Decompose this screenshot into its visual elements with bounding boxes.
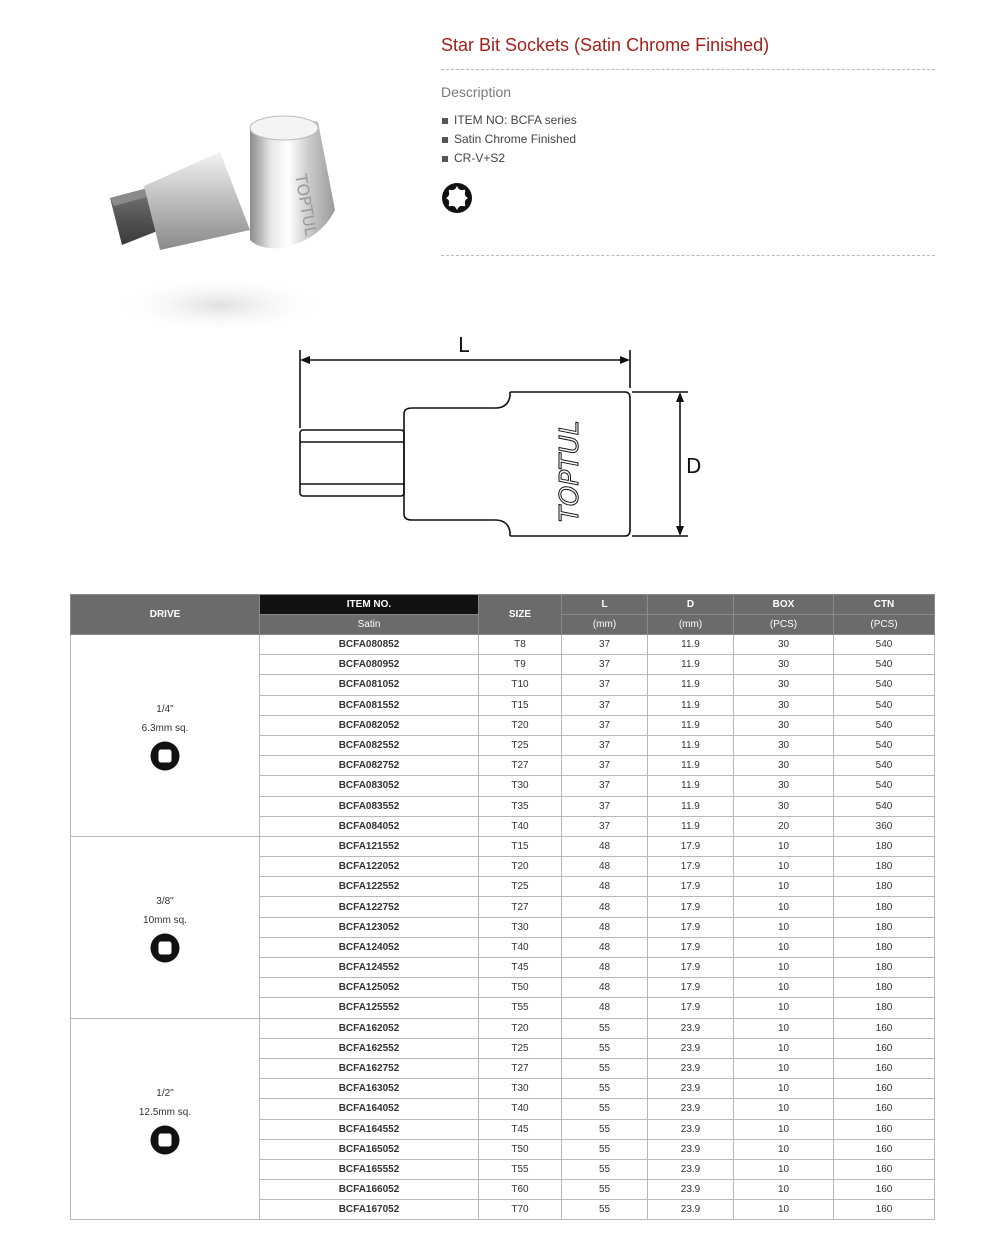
l-cell: 48 [562,836,648,856]
d-cell: 23.9 [648,1018,734,1038]
product-info [441,33,935,256]
divider [441,255,935,256]
drive-size: 1/2" [156,1087,174,1099]
drive-cell [71,836,260,1018]
size-cell: T15 [479,695,562,715]
length-label: L [458,333,470,357]
drive-square: 10mm sq. [143,914,187,926]
item-no-cell: BCFA081552 [260,695,479,715]
ctn-cell: 180 [834,877,935,897]
size-cell: T40 [479,937,562,957]
l-cell: 55 [562,1099,648,1119]
table-row [71,635,935,655]
d-cell: 23.9 [648,1038,734,1058]
box-cell: 30 [734,695,834,715]
size-cell: T27 [479,1058,562,1078]
item-no-cell: BCFA125552 [260,998,479,1018]
item-no-cell: BCFA082552 [260,735,479,755]
ctn-cell: 180 [834,836,935,856]
box-cell: 10 [734,917,834,937]
size-cell: T45 [479,1119,562,1139]
ctn-cell: 160 [834,1159,935,1179]
ctn-cell: 180 [834,897,935,917]
item-no-cell: BCFA123052 [260,917,479,937]
size-cell: T27 [479,756,562,776]
item-no-cell: BCFA122752 [260,897,479,917]
ctn-cell: 160 [834,1200,935,1220]
spec-table [70,594,935,1220]
ctn-cell: 180 [834,998,935,1018]
l-cell: 37 [562,816,648,836]
box-cell: 10 [734,857,834,877]
box-cell: 10 [734,937,834,957]
d-cell: 11.9 [648,756,734,776]
l-cell: 37 [562,635,648,655]
box-cell: 30 [734,655,834,675]
header-size: SIZE [479,595,562,635]
item-no-cell: BCFA167052 [260,1200,479,1220]
header-satin: Satin [260,615,479,635]
l-cell: 48 [562,937,648,957]
box-cell: 10 [734,1119,834,1139]
item-no-cell: BCFA124552 [260,958,479,978]
drive-square: 12.5mm sq. [138,1106,192,1118]
header-l: L [562,595,648,615]
item-no-cell: BCFA162752 [260,1058,479,1078]
d-cell: 17.9 [648,998,734,1018]
ctn-cell: 180 [834,978,935,998]
l-cell: 48 [562,958,648,978]
d-cell: 17.9 [648,958,734,978]
drawing-brand: TOPTUL [555,420,585,522]
d-cell: 17.9 [648,877,734,897]
drive-cell [71,635,260,837]
l-cell: 37 [562,776,648,796]
box-cell: 10 [734,1180,834,1200]
size-cell: T20 [479,857,562,877]
dimension-drawing [280,330,720,550]
header-box: BOX [734,595,834,615]
item-no-cell: BCFA081052 [260,675,479,695]
item-no-cell: BCFA162552 [260,1038,479,1058]
size-cell: T30 [479,1079,562,1099]
ctn-cell: 540 [834,796,935,816]
header-box-unit: (PCS) [734,615,834,635]
product-photo [100,100,370,340]
box-cell: 10 [734,1038,834,1058]
d-cell: 11.9 [648,796,734,816]
item-no-cell: BCFA163052 [260,1079,479,1099]
box-cell: 10 [734,1058,834,1078]
ctn-cell: 360 [834,816,935,836]
ctn-cell: 160 [834,1099,935,1119]
l-cell: 55 [562,1018,648,1038]
item-no-cell: BCFA165552 [260,1159,479,1179]
l-cell: 48 [562,877,648,897]
d-cell: 11.9 [648,695,734,715]
ctn-cell: 540 [834,756,935,776]
l-cell: 55 [562,1058,648,1078]
ctn-cell: 540 [834,675,935,695]
l-cell: 48 [562,857,648,877]
l-cell: 48 [562,897,648,917]
ctn-cell: 180 [834,917,935,937]
item-no-cell: BCFA122052 [260,857,479,877]
l-cell: 37 [562,796,648,816]
description-heading: Description [441,84,512,100]
box-cell: 10 [734,1099,834,1119]
l-cell: 37 [562,675,648,695]
d-cell: 23.9 [648,1099,734,1119]
d-cell: 11.9 [648,816,734,836]
drive-size: 3/8" [156,895,174,907]
size-cell: T55 [479,1159,562,1179]
ctn-cell: 540 [834,776,935,796]
table-row [71,836,935,856]
item-no-cell: BCFA122552 [260,877,479,897]
box-cell: 10 [734,1159,834,1179]
size-cell: T27 [479,897,562,917]
d-cell: 23.9 [648,1180,734,1200]
square-drive-icon [150,933,180,963]
size-cell: T25 [479,877,562,897]
ctn-cell: 160 [834,1079,935,1099]
item-no-cell: BCFA121552 [260,836,479,856]
drive-cell [71,1018,260,1220]
header-item-no: ITEM NO. [260,595,479,615]
box-cell: 10 [734,836,834,856]
table-header [71,595,935,635]
l-cell: 48 [562,917,648,937]
box-cell: 10 [734,958,834,978]
item-no-cell: BCFA083052 [260,776,479,796]
d-cell: 11.9 [648,776,734,796]
size-cell: T25 [479,735,562,755]
size-cell: T8 [479,635,562,655]
l-cell: 55 [562,1079,648,1099]
item-no-cell: BCFA080852 [260,635,479,655]
l-cell: 55 [562,1119,648,1139]
size-cell: T30 [479,776,562,796]
header-l-unit: (mm) [562,615,648,635]
item-no-cell: BCFA166052 [260,1180,479,1200]
divider [441,69,935,70]
ctn-cell: 180 [834,857,935,877]
d-cell: 17.9 [648,857,734,877]
l-cell: 37 [562,735,648,755]
square-drive-icon [150,1125,180,1155]
box-cell: 30 [734,715,834,735]
size-cell: T50 [479,978,562,998]
box-cell: 10 [734,1079,834,1099]
page-title: Star Bit Sockets (Satin Chrome Finished) [441,35,770,55]
box-cell: 30 [734,635,834,655]
size-cell: T60 [479,1180,562,1200]
l-cell: 37 [562,756,648,776]
d-cell: 11.9 [648,675,734,695]
ctn-cell: 160 [834,1180,935,1200]
d-cell: 23.9 [648,1139,734,1159]
size-cell: T9 [479,655,562,675]
diameter-label: D [686,454,702,478]
ctn-cell: 160 [834,1139,935,1159]
d-cell: 17.9 [648,917,734,937]
ctn-cell: 540 [834,735,935,755]
box-cell: 10 [734,1018,834,1038]
d-cell: 11.9 [648,655,734,675]
l-cell: 37 [562,655,648,675]
photo-brand: TOPTUL [291,172,321,238]
d-cell: 17.9 [648,897,734,917]
size-cell: T40 [479,816,562,836]
size-cell: T35 [479,796,562,816]
l-cell: 37 [562,695,648,715]
table-row [71,1018,935,1038]
l-cell: 37 [562,715,648,735]
d-cell: 23.9 [648,1079,734,1099]
size-cell: T15 [479,836,562,856]
d-cell: 11.9 [648,735,734,755]
ctn-cell: 540 [834,655,935,675]
d-cell: 23.9 [648,1159,734,1179]
item-no-cell: BCFA082052 [260,715,479,735]
l-cell: 55 [562,1200,648,1220]
box-cell: 10 [734,1200,834,1220]
size-cell: T25 [479,1038,562,1058]
ctn-cell: 160 [834,1038,935,1058]
ctn-cell: 160 [834,1119,935,1139]
ctn-cell: 180 [834,958,935,978]
d-cell: 23.9 [648,1058,734,1078]
d-cell: 17.9 [648,937,734,957]
drive-size: 1/4" [156,703,174,715]
torx-star-icon [441,182,473,214]
d-cell: 17.9 [648,836,734,856]
item-no-cell: BCFA165052 [260,1139,479,1159]
header-d-unit: (mm) [648,615,734,635]
square-drive-icon [150,741,180,771]
header-d: D [648,595,734,615]
l-cell: 48 [562,978,648,998]
d-cell: 23.9 [648,1200,734,1220]
size-cell: T50 [479,1139,562,1159]
item-no-cell: BCFA082752 [260,756,479,776]
size-cell: T20 [479,1018,562,1038]
l-cell: 55 [562,1038,648,1058]
box-cell: 30 [734,796,834,816]
box-cell: 30 [734,735,834,755]
box-cell: 10 [734,877,834,897]
l-cell: 55 [562,1159,648,1179]
l-cell: 48 [562,998,648,1018]
box-cell: 20 [734,816,834,836]
item-no-cell: BCFA164552 [260,1119,479,1139]
d-cell: 23.9 [648,1119,734,1139]
size-cell: T45 [479,958,562,978]
box-cell: 10 [734,998,834,1018]
ctn-cell: 540 [834,715,935,735]
table-body [71,635,935,1220]
size-cell: T70 [479,1200,562,1220]
feature-item: ITEM NO: BCFA series [441,111,935,130]
size-cell: T55 [479,998,562,1018]
feature-list [441,111,935,168]
l-cell: 55 [562,1180,648,1200]
item-no-cell: BCFA164052 [260,1099,479,1119]
box-cell: 10 [734,897,834,917]
item-no-cell: BCFA080952 [260,655,479,675]
feature-item: CR-V+S2 [441,149,935,168]
item-no-cell: BCFA125052 [260,978,479,998]
d-cell: 11.9 [648,635,734,655]
feature-item: Satin Chrome Finished [441,130,935,149]
box-cell: 30 [734,776,834,796]
box-cell: 30 [734,675,834,695]
ctn-cell: 160 [834,1018,935,1038]
item-no-cell: BCFA084052 [260,816,479,836]
ctn-cell: 540 [834,635,935,655]
item-no-cell: BCFA124052 [260,937,479,957]
header-ctn: CTN [834,595,935,615]
size-cell: T20 [479,715,562,735]
d-cell: 17.9 [648,978,734,998]
ctn-cell: 180 [834,937,935,957]
box-cell: 10 [734,978,834,998]
d-cell: 11.9 [648,715,734,735]
item-no-cell: BCFA083552 [260,796,479,816]
size-cell: T10 [479,675,562,695]
ctn-cell: 160 [834,1058,935,1078]
size-cell: T30 [479,917,562,937]
size-cell: T40 [479,1099,562,1119]
header-drive: DRIVE [71,595,260,635]
item-no-cell: BCFA162052 [260,1018,479,1038]
header-ctn-unit: (PCS) [834,615,935,635]
box-cell: 30 [734,756,834,776]
drive-square: 6.3mm sq. [141,722,189,734]
ctn-cell: 540 [834,695,935,715]
l-cell: 55 [562,1139,648,1159]
box-cell: 10 [734,1139,834,1159]
